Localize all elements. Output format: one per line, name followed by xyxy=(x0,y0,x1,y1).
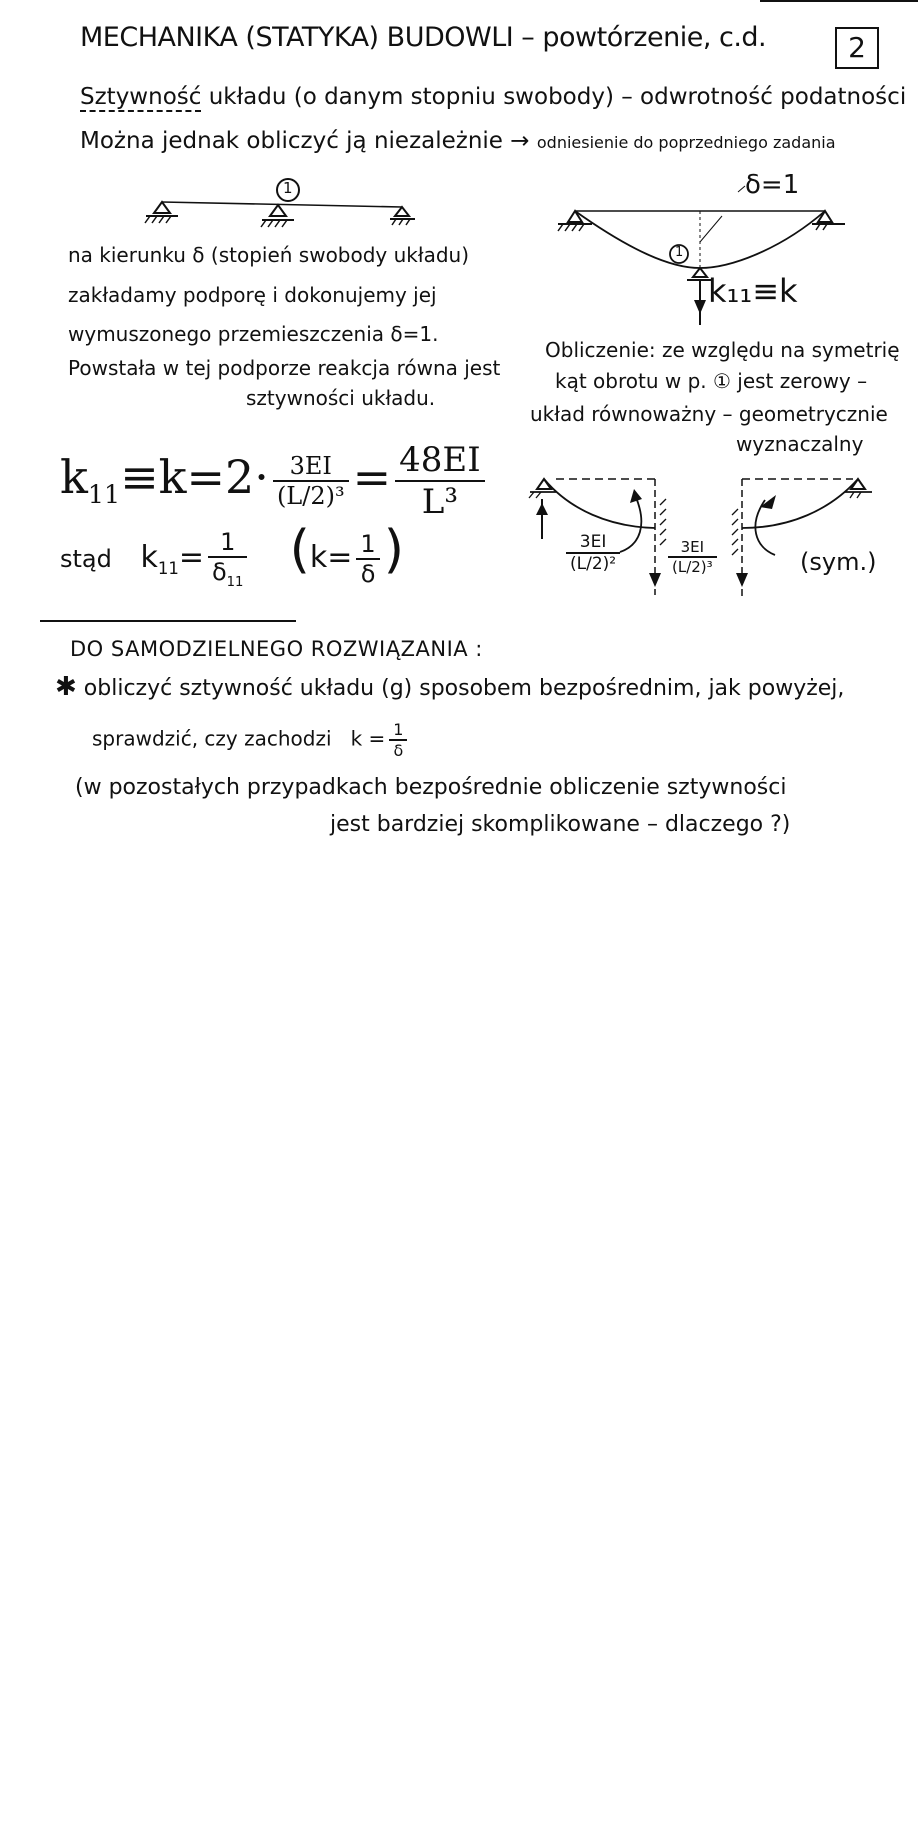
paren-open: ( xyxy=(289,520,310,580)
relation-k: k xyxy=(140,540,158,575)
method-line-3: wymuszonego przemieszczenia δ=1. xyxy=(68,322,439,346)
moment-numerator: 3EI xyxy=(566,532,620,554)
force-numerator: 3EI xyxy=(668,538,717,558)
right-node-1-label: 1 xyxy=(675,245,684,260)
definition-term: Sztywność xyxy=(80,84,202,110)
task-item-1-text: obliczyć sztywność układu (g) sposobem bezpośrednim, jak powyżej, xyxy=(83,676,845,701)
symmetry-label: (sym.) xyxy=(800,548,877,576)
method-line-5: sztywności układu. xyxy=(246,386,436,410)
fraction-48ei-l-cubed xyxy=(395,440,485,522)
paren-close: ) xyxy=(383,520,404,580)
deflected-beam-diagram xyxy=(550,180,860,325)
method-line-1: na kierunku δ (stopień swobody układu) xyxy=(68,243,469,267)
force-denominator: (L/2)³ xyxy=(672,558,713,576)
fraction-1-delta11 xyxy=(208,528,247,590)
moment-value xyxy=(566,532,620,574)
relation-k-sub: 11 xyxy=(157,559,179,578)
definition-line xyxy=(80,84,906,110)
page-title: MECHANIKA (STATYKA) BUDOWLI – powtórzenie, c.d. xyxy=(80,22,767,53)
frac2-numerator: 48EI xyxy=(395,440,485,482)
asterisk-bullet-icon: ✱ xyxy=(55,672,77,702)
relation-numerator: 1 xyxy=(208,528,247,558)
frac2-denominator: L³ xyxy=(421,482,458,522)
frac1-numerator: 3EI xyxy=(273,452,349,482)
hence-word: stąd xyxy=(60,545,112,573)
delta-symbol: δ xyxy=(211,557,227,586)
task-formula-fraction xyxy=(389,720,407,760)
stiffness-flexibility-relation xyxy=(60,520,404,589)
relation-equals: = xyxy=(178,540,204,575)
method-line-4: Powstała w tej podporze reakcja równa jest xyxy=(68,356,501,380)
general-numerator: 1 xyxy=(356,530,379,560)
task-formula-lhs: k = xyxy=(350,726,386,751)
arrow-right-icon: → xyxy=(510,128,530,154)
top-border-line xyxy=(760,0,918,2)
page-number-box: 2 xyxy=(835,27,879,69)
formula-equals: = xyxy=(352,450,392,504)
formula-k-sub: 11 xyxy=(87,480,121,510)
force-value xyxy=(668,538,717,576)
node-1-label: 1 xyxy=(283,179,293,197)
general-k-equals: k= xyxy=(309,540,353,575)
calc-line-4: wyznaczalny xyxy=(736,432,864,456)
calc-line-2: kąt obrotu w p. ① jest zerowy – xyxy=(555,369,868,393)
fraction-3ei-l2-cubed xyxy=(273,452,349,510)
moment-denominator: (L/2)² xyxy=(570,554,617,574)
self-study-heading: DO SAMODZIELNEGO ROZWIĄZANIA : xyxy=(70,637,483,661)
relation-denominator xyxy=(208,558,247,590)
note-line-2: jest bardziej skomplikowane – dlaczego ?) xyxy=(330,812,791,837)
general-denominator: δ xyxy=(360,559,376,588)
shear-force-fraction xyxy=(664,538,721,576)
stiffness-formula xyxy=(60,440,489,522)
task-check-text: sprawdzić, czy zachodzi xyxy=(92,726,332,751)
note-line-1: (w pozostałych przypadkach bezpośrednie obliczenie sztywności xyxy=(75,775,787,800)
method-line-2: zakładamy podporę i dokonujemy jej xyxy=(68,283,437,307)
task-item-1-line2 xyxy=(92,720,411,760)
calc-line-3: układ równoważny – geometrycznie xyxy=(530,402,888,426)
independent-calc-line xyxy=(80,128,836,154)
moment-fraction xyxy=(562,532,624,574)
section-divider xyxy=(40,620,296,622)
task-fraction-numerator: 1 xyxy=(389,720,407,741)
independent-calc-text: Można jednak obliczyć ją niezależnie xyxy=(80,128,503,154)
reaction-force-label: k₁₁≡k xyxy=(708,272,798,310)
task-item-1 xyxy=(55,672,844,702)
reference-note: odniesienie do poprzedniego zadania xyxy=(536,133,836,152)
calc-line-1: Obliczenie: ze względu na symetrię xyxy=(545,338,900,362)
frac1-denominator: (L/2)³ xyxy=(276,482,345,510)
fraction-1-delta xyxy=(356,530,379,588)
delta-sub: 11 xyxy=(226,574,244,590)
formula-equiv: ≡k=2· xyxy=(120,450,269,504)
task-fraction-denominator: δ xyxy=(393,741,404,760)
formula-k: k xyxy=(60,450,88,504)
definition-text: układu (o danym stopniu swobody) – odwrotność podatności xyxy=(201,84,907,110)
delta-equals-one-label: δ=1 xyxy=(745,170,800,200)
